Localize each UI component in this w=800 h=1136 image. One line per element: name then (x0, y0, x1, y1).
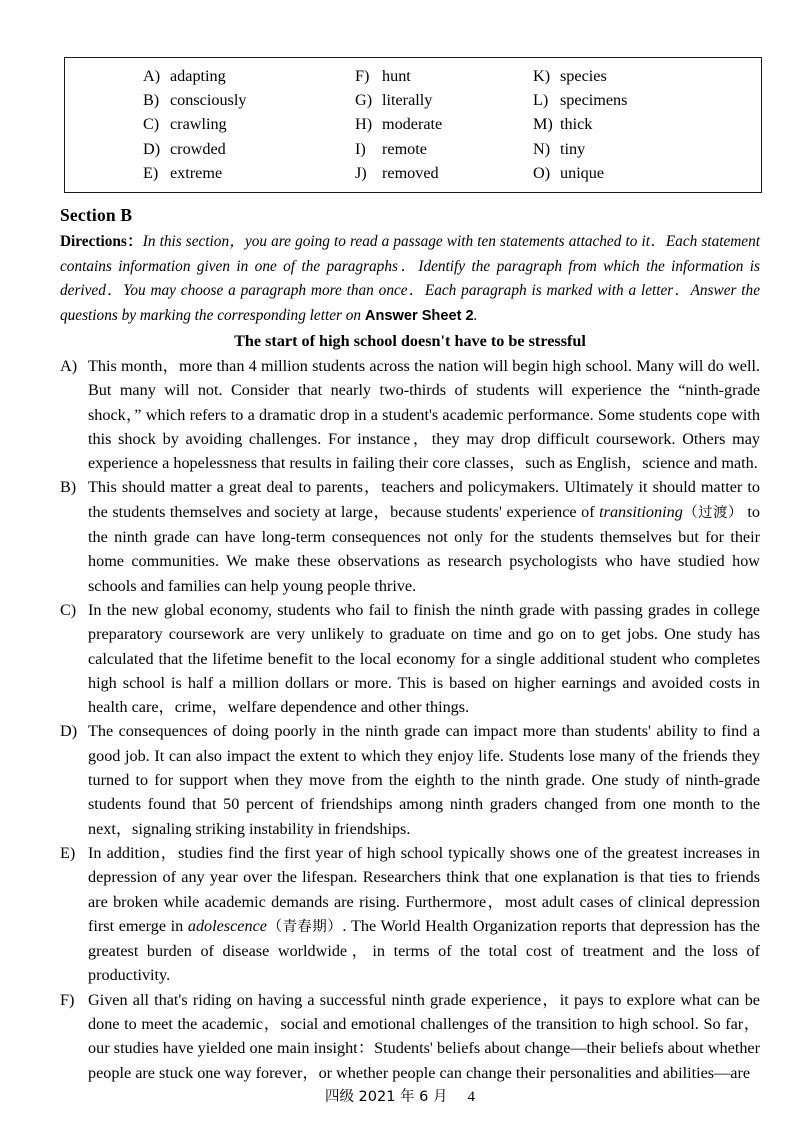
paragraph-label: F) (60, 990, 75, 1009)
paragraph-label: B) (60, 478, 77, 497)
word-bank-letter: O) (533, 163, 551, 182)
word-bank-word: unique (560, 163, 605, 182)
passage-paragraph-e (60, 841, 760, 988)
word-bank-letter: N) (533, 139, 551, 158)
word-bank-column-1 (143, 64, 246, 185)
word-bank-item (143, 64, 246, 88)
word-bank-word: crawling (170, 115, 227, 134)
word-bank-item (355, 64, 442, 88)
paragraph-text: The consequences of doing poorly in the ninth grade can impact more than students' ability to find a good job. It can also impact the extent to which they enjoy life. Students lose many of the friends they turned to for support when they move from the eighth to the ninth grade. One study of ninth-grade students found that 50 percent of friendships among ninth graders changed from one month to the next，signaling striking instability in friendships. (88, 722, 760, 838)
chinese-gloss: （过渡） (682, 504, 743, 521)
chinese-gloss: （青春期） (266, 918, 343, 935)
directions-colon: ： (126, 233, 143, 250)
word-bank-item (355, 161, 442, 185)
paragraph-label: C) (60, 600, 77, 619)
paragraph-text: This should matter a great deal to parents，teachers and policymakers. Ultimately it should matter to the students themselves and society at large，because students' experience of (88, 478, 760, 521)
word-bank-item (355, 112, 442, 136)
page-footer (0, 1085, 800, 1106)
word-bank-word: moderate (382, 115, 443, 134)
directions-text: In this section，you are going to read a passage with ten statements attached to it．Each statement contains information given in one of the paragraphs．Identify the paragraph from which the information is derived．You may choose a paragraph more than once．Each paragraph is marked with a letter．Answer the questions by marking the corresponding letter on (60, 233, 760, 324)
passage-paragraph-b (60, 475, 760, 597)
passage-paragraph-a (60, 354, 760, 475)
word-bank-column-2 (355, 64, 442, 185)
directions-text-end: . (473, 306, 478, 324)
word-bank-word: specimens (560, 91, 628, 110)
word-bank-word: removed (382, 163, 439, 182)
word-bank-word: extreme (170, 163, 223, 182)
word-bank-item (533, 112, 627, 136)
paragraph-text: In the new global economy, students who fail to finish the ninth grade with passing grades in college preparatory coursework are very unlikely to graduate on time and go on to get jobs. One study has calculated that the lifetime benefit to the local economy for a single additional student who completes high school is half a million dollars or more. This is based on higher earnings and avoided costs in health care，crime，welfare dependence and other things. (88, 600, 760, 717)
word-bank-letter: E) (143, 163, 159, 182)
word-bank-item (143, 137, 246, 161)
paragraph-label: A) (60, 357, 78, 375)
passage-paragraph-d (60, 719, 760, 840)
word-bank-item (143, 112, 246, 136)
passage-paragraph-c (60, 598, 760, 719)
exam-label: 四级 2021 年 6 月 (324, 1089, 448, 1105)
word-bank-column-3 (533, 64, 627, 185)
word-bank-letter: J) (355, 163, 367, 182)
directions-label: Directions (60, 233, 127, 250)
paragraph-text-cont: to the ninth grade can have long-term consequences not only for the students themselves but for their home communities. We make these observations as research psychologists who have studied how schools and families can help young people thrive. (88, 502, 760, 595)
word-bank-box (64, 57, 762, 193)
word-bank-item (143, 88, 246, 112)
word-bank-item (533, 88, 627, 112)
word-bank-word: tiny (560, 139, 586, 158)
passage-title: The start of high school doesn't have to be stressful (234, 332, 586, 350)
word-bank-word: hunt (382, 67, 411, 85)
word-bank-item (533, 64, 627, 88)
word-bank-letter: C) (143, 115, 160, 134)
word-bank-item (355, 137, 442, 161)
word-bank-item (533, 137, 627, 161)
word-bank-letter: K) (533, 67, 551, 85)
paragraph-text: Given all that's riding on having a successful ninth grade experience，it pays to explore what can be done to meet the academic，social and emotional challenges of the transition to high school. So far，our studies have yielded one main insight：Students' beliefs about change—their beliefs about whether people are stuck one way forever，or whether people can change their personalities and abilities—are (88, 990, 760, 1082)
page-number: 4 (467, 1089, 476, 1105)
word-bank-item (533, 161, 627, 185)
glossed-term: transitioning (599, 502, 683, 521)
word-bank-item (143, 161, 246, 185)
word-bank-letter: B) (143, 91, 160, 110)
word-bank-letter: G) (355, 91, 373, 110)
paragraph-text-cont: . The World Health Organization reports that depression has the greatest burden of disease worldwide，in terms of the total cost of treatment and the loss of productivity. (88, 916, 760, 985)
glossed-term: adolescence (187, 916, 267, 935)
word-bank-letter: A) (143, 67, 161, 85)
paragraph-label: D) (60, 722, 78, 741)
word-bank-word: adapting (170, 67, 226, 85)
word-bank-letter: H) (355, 115, 373, 134)
answer-sheet-reference: Answer Sheet 2 (364, 307, 474, 324)
word-bank-word: thick (560, 115, 593, 134)
word-bank-letter: D) (143, 139, 161, 158)
paragraph-text: In addition，studies find the first year of high school typically shows one of the greatest increases in depression of any year over the lifespan. Researchers think that one explanation is that ties to friends are broken while academic demands are rising. Furthermore，most adult cases of clinical depression first emerge in (88, 843, 760, 935)
word-bank-word: crowded (170, 139, 226, 158)
word-bank-word: remote (382, 139, 427, 158)
word-bank-word: consciously (170, 91, 247, 110)
paragraph-label: E) (60, 843, 76, 862)
passage-body (60, 354, 760, 1085)
word-bank-letter: I) (355, 139, 366, 158)
word-bank-item (355, 88, 442, 112)
section-heading: Section B (60, 205, 133, 225)
passage-paragraph-f (60, 988, 760, 1085)
word-bank-letter: L) (533, 91, 549, 110)
directions-block (60, 230, 760, 328)
paragraph-text: This month，more than 4 million students across the nation will begin high school. Many will do well. But many will not. Consider that nearly two-thirds of students will experience the “ninth-grade shock，” which refers to a dramatic drop in a student's academic performance. Some students cope with this shock by avoiding challenges. For instance，they may drop difficult coursework. Others may experience a hopelessness that results in failing their core classes，such as English，science and math. (88, 357, 760, 473)
word-bank-letter: M) (533, 115, 553, 134)
word-bank-letter: F) (355, 67, 370, 85)
word-bank-word: literally (382, 91, 433, 110)
word-bank-word: species (560, 67, 607, 85)
